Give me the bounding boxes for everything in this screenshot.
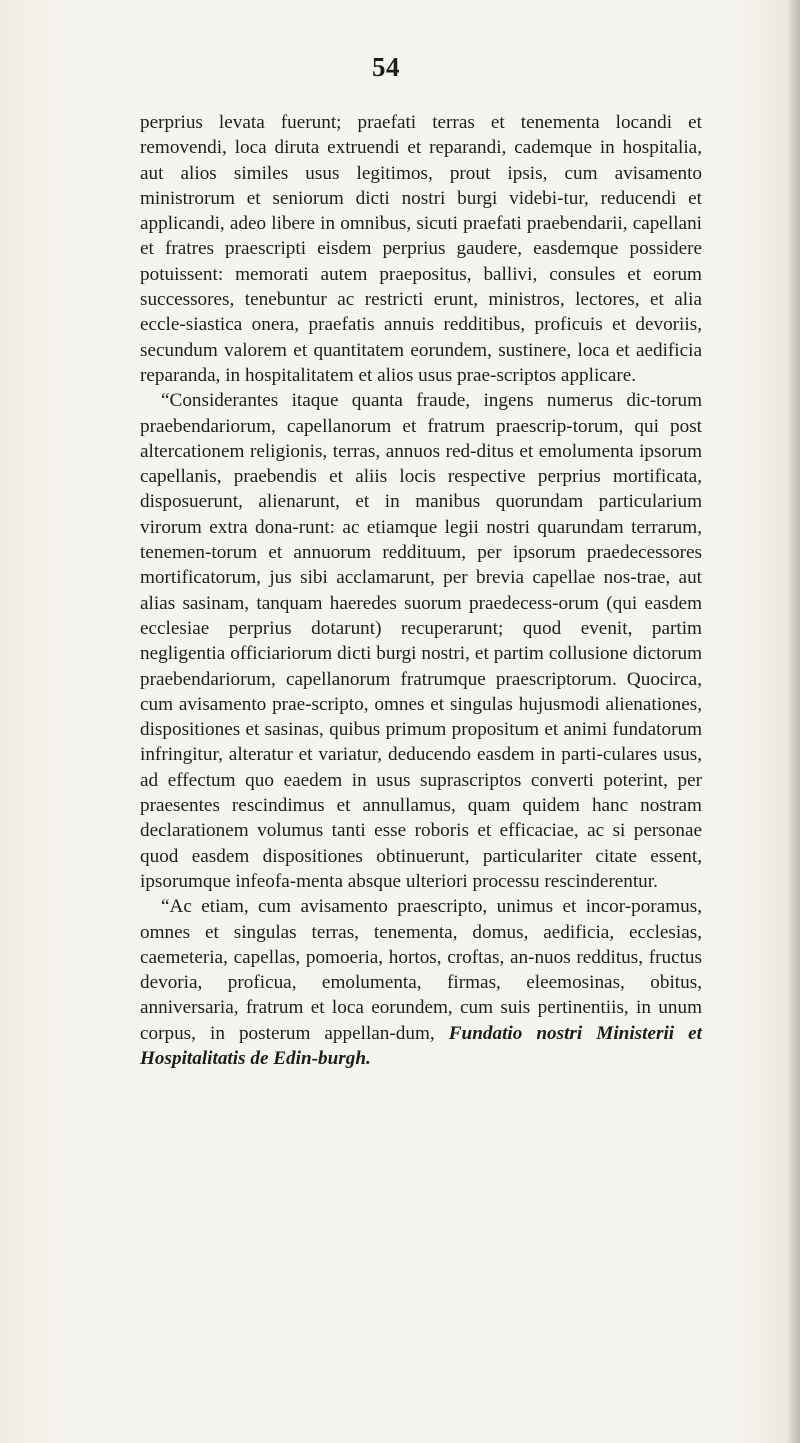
paragraph-1: perprius levata fuerunt; praefati terras et tenementa locandi et removendi, loca diruta extruendi et reparandi, cademque in hospitalia, aut alios similes usus legitimos, prout ipsis, cum avisamento ministrorum et seniorum dicti nostri burgi videbi-tur, reducendi et applicandi, adeo libere in omnibus, sicuti praefati praebendarii, capellani et fratres praescripti eisdem perprius gaudere, easdemque possidere potuissent: memorati autem praepositus, ballivi, consules et eorum successores, tenebuntur ac restricti erunt, ministros, lectores, et alia eccle-siastica onera, praefatis annuis redditibus, proficuis et devoriis, secundum valorem et quantitatem eorundem, sustinere, loca et aedificia reparanda, in hospitalitatem et alios usus prae-scriptos applicare. — [140, 112, 702, 386]
paragraph-2: “Considerantes itaque quanta fraude, ingens numerus dic-torum praebendariorum, capellanorum et fratrum praescrip-torum, qui post altercationem religionis, terras, annuos red-ditus et emolumenta ipsorum capellanis, praebendis et aliis locis respective perprius mortificata, disposuerunt, alienarunt, et in manibus quorundam particularium virorum extra dona-runt: ac etiamque legii nostri quarundam terrarum, tenemen-torum et annuorum reddituum, per ipsorum praedecessores mortificatorum, jus sibi acclamarunt, per brevia capellae nos-trae, aut alias sasinam, tanquam haeredes suorum praedecess-orum (qui easdem ecclesiae perprius dotarunt) recuperarunt; quod evenit, partim negligentia officiariorum dicti burgi nostri, et partim collusione dictorum praebendariorum, capellanorum fratrumque praescriptorum. Quocirca, cum avisamento prae-scripto, omnes et singulas hujusmodi alienationes, dispositiones et sasinas, quibus primum propositum et animi fundatorum infringitur, alteratur et variatur, deducendo easdem in parti-culares usus, ad effectum quo eaedem in usus suprascriptos converti poterint, per praesentes rescindimus et annullamus, quam quidem hanc nostram declarationem volumus tanti esse roboris et efficaciae, ac si personae quod easdem dispositiones obtinuerunt, particulariter citate essent, ipsorumque infeofa-menta absque ulteriori processu rescinderentur. — [140, 390, 702, 892]
foundation-title: Fundatio nostri Ministerii et Hospitalitatis de Edin-burgh. — [140, 1022, 702, 1069]
page-edge-shadow — [786, 0, 800, 1443]
page-number: 54 — [372, 52, 400, 82]
paragraph-3 — [140, 894, 702, 1071]
body-text — [140, 110, 702, 1071]
paragraph-3-text: “Ac etiam, cum avisamento praescripto, unimus et incor-poramus, omnes et singulas terras, tenementa, domus, aedificia, ecclesias, caemeteria, capellas, pomoeria, hortos, croftas, an-nuos redditus, fructus devoria, proficua, emolumenta, firmas, eleemosinas, obitus, anniversaria, fratrum et loca eorundem, cum suis pertinentiis, in unum corpus, in posterum appellan-dum, — [140, 896, 702, 1044]
